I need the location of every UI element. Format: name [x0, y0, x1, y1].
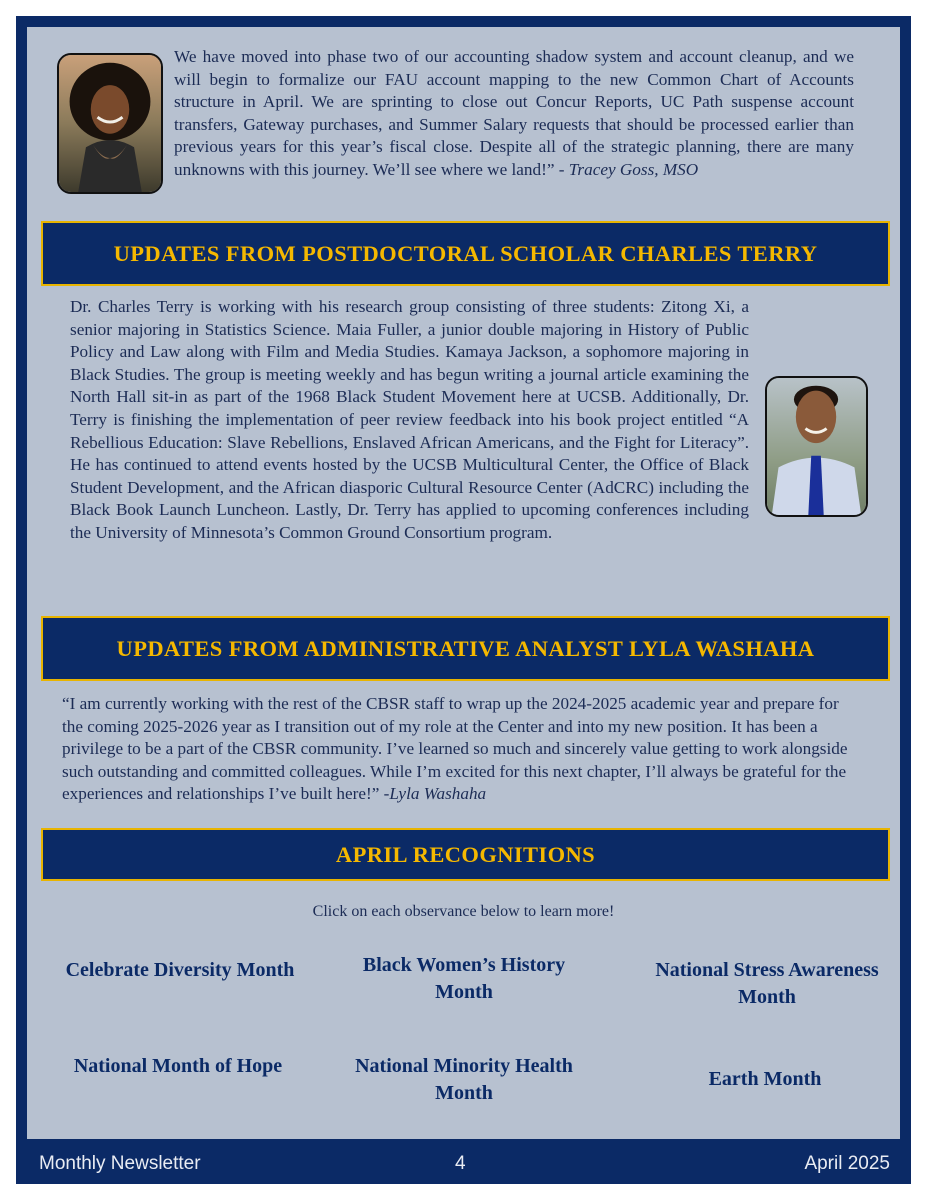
recognitions-instruction: Click on each observance below to learn more!	[312, 903, 615, 920]
footer-date: April 2025	[804, 1153, 890, 1174]
tracey-signature: Tracey Goss, MSO	[568, 159, 699, 179]
footer-page-number: 4	[455, 1153, 466, 1174]
tracey-quote: We have moved into phase two of our accounting shadow system and account cleanup, and we will begin to formalize our FAU account mapping to the new Common Chart of Accounts structure in April. We are sprinting to close out Concur Reports, UC Path suspense account transfers, Gateway purchases, and Summer Salary requests that should be processed earlier than previous years for this year’s fiscal close. Despite all of the strategic planning, there are many unknowns with this journey. We’ll see where we land!” -	[174, 47, 854, 179]
observance-link-black-womens-history[interactable]: Black Women’s History Month	[362, 954, 566, 1003]
charles-section-heading: UPDATES FROM POSTDOCTORAL SCHOLAR CHARLES TERRY	[41, 221, 890, 286]
page-footer	[16, 1145, 911, 1184]
lyla-signature: Lyla Washaha	[389, 784, 487, 804]
charles-terry-photo	[765, 376, 868, 517]
observance-link-celebrate-diversity[interactable]: Celebrate Diversity Month	[65, 959, 295, 981]
observance-link-national-stress-awareness[interactable]: National Stress Awareness Month	[655, 959, 879, 1008]
lyla-update-text	[62, 693, 862, 806]
observance-link-earth-month[interactable]: Earth Month	[708, 1068, 822, 1090]
lyla-section-heading: UPDATES FROM ADMINISTRATIVE ANALYST LYLA WASHAHA	[41, 616, 890, 681]
charles-update-text: Dr. Charles Terry is working with his research group consisting of three students: Zitong Xi, a senior majoring in Statistics Science. Maia Fuller, a junior double majoring in History of Public Policy and Law along with Film and Media Studies. Kamaya Jackson, a sophomore majoring in Black Studies. The group is meeting weekly and has begun writing a journal article examining the North Hall sit-in as part of the 1968 Black Student Movement here at UCSB. Additionally, Dr. Terry is finishing the implementation of peer review feedback into his book project entitled “A Rebellious Education: Slave Rebellions, Enslaved African Americans, and the Fight for Literacy”. He has continued to attend events hosted by the UCSB Multicultural Center, the Office of Black Student Development, and the African diasporic Cultural Resource Center (AdCRC) including the Black Book Launch Luncheon. Lastly, Dr. Terry has applied to upcoming conferences including the University of Minnesota’s Common Ground Consortium program.	[70, 297, 749, 542]
observance-link-national-month-of-hope[interactable]: National Month of Hope	[73, 1055, 283, 1077]
tracey-goss-photo	[57, 53, 163, 194]
footer-newsletter-label: Monthly Newsletter	[39, 1153, 201, 1174]
lyla-quote: “I am currently working with the rest of the CBSR staff to wrap up the 2024-2025 academic year and prepare for the coming 2025-2026 year as I transition out of my role at the Center and into my new position. It has been a privilege to be a part of the CBSR community. I’ve learned so much and sincerely value getting to work alongside such outstanding and committed colleagues. While I’m excited for this next chapter, I’ll always be grateful for the experiences and relationships I’ve built here!” -	[62, 694, 848, 804]
observance-link-national-minority-health[interactable]: National Minority Health Month	[355, 1055, 573, 1104]
tracey-update-text	[174, 46, 854, 182]
april-recognitions-heading: APRIL RECOGNITIONS	[41, 828, 890, 881]
